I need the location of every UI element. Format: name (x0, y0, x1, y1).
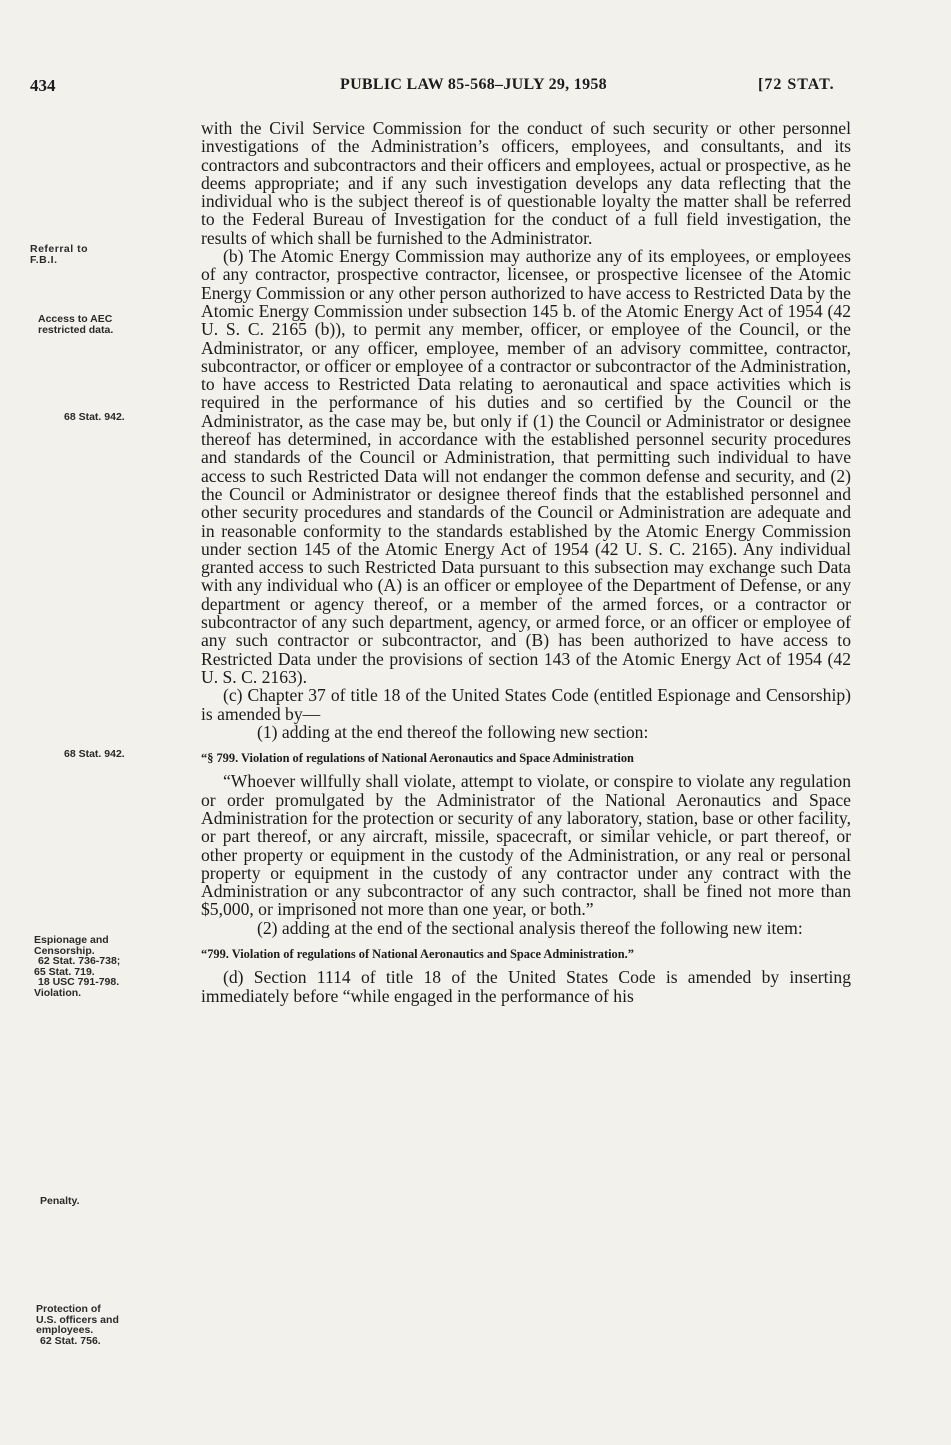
paragraph-d: (d) Section 1114 of title 18 of the United States Code is amended by inserting immediately before “while engaged in the performance of his (201, 967, 851, 1006)
paragraph-continuation: with the Civil Service Commission for the conduct of such security or other personnel investigations of the Administration’s officers, employees, and consultants, and its contractors and subcontractors and their officers and employees, actual or prospective, as he deems appropriate; and if any such investigation develops any data reflecting that the individual who is the subject thereof is of questionable loyalty the matter shall be referred to the Federal Bureau of Investigation for the conduct of a full field investigation, the results of which shall be furnished to the Administrator. (201, 118, 851, 248)
volume-reference: [72 STAT. (758, 76, 835, 93)
margin-note-line: restricted data. (38, 324, 114, 336)
margin-note-line: Protection of (36, 1303, 101, 1315)
body-text (201, 119, 851, 1005)
margin-note-line: employees. (36, 1324, 94, 1336)
running-head: PUBLIC LAW 85-568–JULY 29, 1958 (340, 76, 607, 93)
margin-note-espionage (34, 935, 194, 998)
page-number: 434 (30, 76, 56, 95)
margin-note-access (38, 314, 198, 336)
margin-note-line: Referral to (30, 243, 89, 255)
section-799-heading: “§ 799. Violation of regulations of National Aeronautics and Space Administration (201, 751, 634, 766)
margin-note-line: 18 USC 791-798. (38, 976, 120, 988)
margin-note-protection (36, 1304, 196, 1346)
paragraph-b: (b) The Atomic Energy Commission may authorize any of its employees, or employees of any contractor, prospective contractor, licensee, or prospective licensee of the Atomic Energy Commission or any other person authorized to have access to Restricted Data by the Atomic Energy Commission under subsection 145 b. of the Atomic Energy Act of 1954 (42 U. S. C. 2165 (b)), to permit any member, officer, or employee of the Council, or the Administrator, or any officer, employee, member of an advisory committee, contractor, subcontractor, or officer or employee of a contractor or subcontractor of the Administration, to have access to Restricted Data relating to aeronautical and space activities which is required in the performance of his duties and so certified by the Council or the Administrator, as the case may be, but only if (1) the Council or Administrator or designee thereof has determined, in accordance with the established personnel security procedures and standards of the Council or Administration, that permitting such individual to have access to such Restricted Data will not endanger the common defense and security, and (2) the Council or Administrator or designee thereof finds that the established personnel and other security procedures and standards of the Council or Administration are adequate and in reasonable conformity to the standards established by the Atomic Energy Commission under section 145 of the Atomic Energy Act of 1954 (42 U. S. C. 2165). Any individual granted access to such Restricted Data pursuant to this subsection may exchange such Data with any individual who (A) is an officer or employee of the Department of Defense, or any department or agency thereof, or a member of the armed forces, or a contractor or subcontractor of any such department, agency, or armed force, or an officer or employee of any such contractor or subcontractor, and (B) has been authorized to have access to Restricted Data under the provisions of section 143 of the Atomic Energy Act of 1954 (42 U. S. C. 2163). (201, 246, 851, 687)
page-header (30, 76, 860, 102)
margin-note-stat-1: 68 Stat. 942. (64, 411, 125, 423)
margin-note-line: Censorship. (34, 944, 95, 957)
margin-note-penalty: Penalty. (40, 1195, 80, 1207)
margin-note-line: 62 Stat. 756. (40, 1334, 101, 1347)
margin-note-line: Access to AEC (38, 313, 113, 325)
paragraph-c: (c) Chapter 37 of title 18 of the United States Code (entitled Espionage and Censorship) is amended by— (201, 685, 851, 724)
analysis-item-799: “799. Violation of regulations of National Aeronautics and Space Administration.” (201, 947, 634, 962)
margin-note-line: Espionage and (34, 934, 109, 946)
margin-note-line: U.S. officers and (36, 1313, 119, 1326)
margin-note-referral (30, 244, 190, 266)
margin-note-line: 65 Stat. 719. (34, 965, 95, 978)
margin-note-line: 62 Stat. 736-738; (38, 955, 121, 967)
margin-note-line: F.B.I. (30, 254, 58, 266)
margin-note-line: Violation. (34, 986, 82, 999)
margin-note-stat-2: 68 Stat. 942. (64, 748, 125, 760)
paragraph-c-2: (2) adding at the end of the sectional analysis thereof the following new item: (257, 917, 803, 938)
section-799-text: “Whoever willfully shall violate, attempt to violate, or conspire to violate any regulation or order promulgated by the Administrator of the National Aeronautics and Space Administration for the protection or security of any laboratory, station, base or other facility, or part thereof, or any aircraft, missile, spacecraft, or similar vehicle, or part thereof, or other property or equipment in the custody of the Administration, or any real or personal property or equipment in the custody of any contractor under any contract with the Administration or any subcontractor of any such contractor, shall be fined not more than $5,000, or imprisoned not more than one year, or both.” (201, 771, 851, 920)
paragraph-c-1: (1) adding at the end thereof the following new section: (257, 721, 649, 742)
